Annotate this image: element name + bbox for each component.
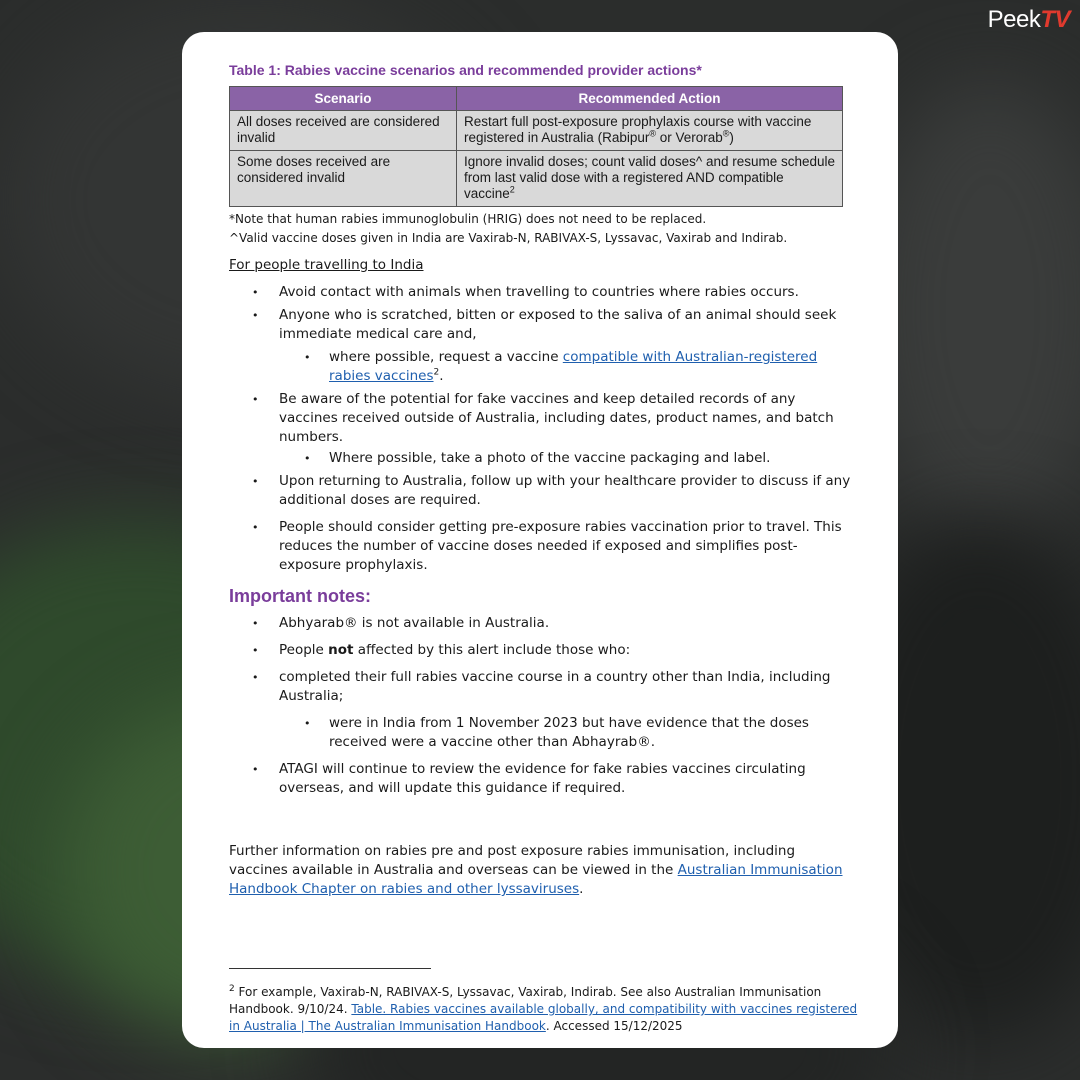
list-item: • Where possible, take a photo of the vaccine packaging and label. (229, 449, 857, 468)
list-item: • where possible, request a vaccine compatible with Australian-registered rabies vaccines$^2$. (229, 348, 857, 386)
table-title: Table 1: Rabies vaccine scenarios and recommended provider actions* (229, 62, 702, 78)
document-card (182, 32, 898, 1048)
header-scenario: Scenario (230, 87, 457, 111)
list-item: • People should consider getting pre-exposure rabies vaccination prior to travel. This reduces the number of vaccine doses needed if exposed and simplifies post-exposure prophylaxis. (229, 518, 857, 575)
list-item: • Be aware of the potential for fake vaccines and keep detailed records of any vaccines received outside of Australia, including dates, product names, and batch numbers. (229, 390, 857, 447)
list-item: • Abhyarab® is not available in Australia. (229, 614, 857, 633)
scenario-cell: All doses received are considered invalid (230, 111, 457, 151)
list-item: • Upon returning to Australia, follow up with your healthcare provider to discuss if any additional doses are required. (229, 472, 857, 510)
document-content (229, 58, 857, 899)
list-item: • Avoid contact with animals when travelling to countries where rabies occurs. (229, 283, 857, 302)
table-row (230, 151, 843, 207)
list-item: • People not affected by this alert include those who: (229, 641, 857, 660)
action-cell: Restart full post-exposure prophylaxis course with vaccine registered in Australia (Rabipur® or Verorab®) (457, 111, 843, 151)
header-recommended-action: Recommended Action (457, 87, 843, 111)
list-item: • Anyone who is scratched, bitten or exposed to the saliva of an animal should seek immediate medical care and, (229, 306, 857, 344)
list-item: • were in India from 1 November 2023 but have evidence that the doses received were a vaccine other than Abhayrab®. (229, 714, 857, 752)
footnote-divider (229, 968, 431, 969)
handbook-chapter-link[interactable]: Australian Immunisation Handbook Chapter on rabies and other lyssaviruses (229, 862, 843, 897)
travel-section-heading: For people travelling to India (229, 257, 424, 273)
peektv-logo: PeekTV (987, 6, 1070, 33)
footnote: $^2$ For example, Vaxirab-N, RABIVAX-S, Lyssavac, Vaxirab, Indirab. See also Australian Immunisation Handbook. 9/10/24. Table. Rabies vaccines available globally, and compatibility with vaccines registered in Australia | The Australian Immunisation Handbook. Accessed 15/12/2025 (229, 984, 858, 1033)
list-item: • ATAGI will continue to review the evidence for fake rabies vaccines circulating overseas, and will update this guidance if required. (229, 760, 857, 798)
travel-advice-list (229, 283, 857, 575)
compatible-vaccines-link[interactable]: compatible with Australian-registered rabies vaccines (329, 349, 818, 384)
important-notes-list (229, 614, 857, 798)
rabies-scenarios-table (229, 86, 843, 207)
handbook-table-link[interactable]: Table. Rabies vaccines available globally, and compatibility with vaccines registered in Australia | The Australian Immunisation Handbook (229, 1002, 858, 1033)
action-cell: Ignore invalid doses; count valid doses^ and resume schedule from last valid dose with a registered AND compatible vaccine$^2$ (457, 151, 843, 207)
scenario-cell: Some doses received are considered invalid (230, 151, 457, 207)
table-row (230, 111, 843, 151)
table-note-hrig: *Note that human rabies immunoglobulin (HRIG) does not need to be replaced. (229, 212, 707, 226)
table-header-row (230, 87, 843, 111)
list-item: • completed their full rabies vaccine course in a country other than India, including Australia; (229, 668, 857, 706)
important-notes-heading: Important notes: (229, 586, 371, 606)
further-information-paragraph: Further information on rabies pre and post exposure rabies immunisation, including vaccines available in Australia and overseas can be viewed in the Australian Immunisation Handbook Chapter on rabies and other lyssaviruses. (229, 843, 843, 897)
table-note-valid-vaccines: ^Valid vaccine doses given in India are Vaxirab-N, RABIVAX-S, Lyssavac, Vaxirab and Indirab. (229, 231, 788, 245)
